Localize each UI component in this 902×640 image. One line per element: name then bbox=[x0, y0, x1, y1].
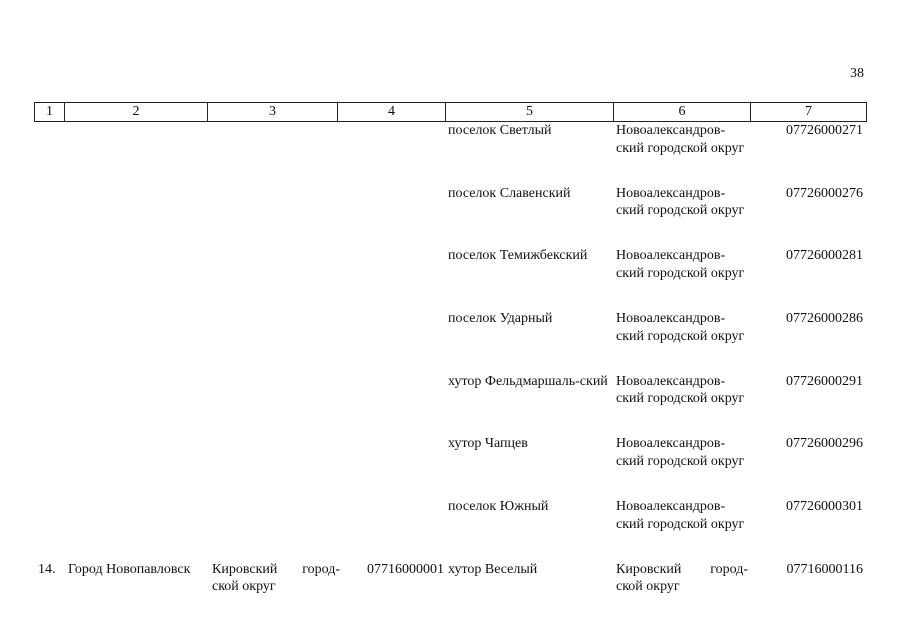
city-name: Город Новопавловск bbox=[68, 561, 191, 577]
table-row bbox=[34, 185, 865, 248]
table-row bbox=[34, 498, 865, 561]
row-number: 14. bbox=[38, 561, 56, 577]
table-header bbox=[34, 102, 867, 122]
oktmo-code: 07726000296 bbox=[786, 436, 863, 452]
table-row bbox=[34, 122, 865, 185]
table-row bbox=[34, 561, 865, 624]
city-oktmo-code: 07716000001 bbox=[367, 561, 444, 577]
header-col-5: 5 bbox=[446, 103, 614, 121]
district-name: Новоалександров-ский городской округ bbox=[616, 185, 745, 219]
settlement-name: поселок Славенский bbox=[448, 185, 571, 201]
table-row bbox=[34, 247, 865, 310]
district-name: Новоалександров-ский городской округ bbox=[616, 373, 745, 407]
oktmo-code: 07716000116 bbox=[786, 561, 863, 577]
oktmo-code: 07726000291 bbox=[786, 373, 863, 389]
settlement-name: хутор Чапцев bbox=[448, 436, 528, 452]
header-col-1: 1 bbox=[35, 103, 65, 121]
table-body bbox=[34, 122, 865, 624]
settlement-name: поселок Светлый bbox=[448, 123, 552, 138]
table-row bbox=[34, 373, 865, 436]
oktmo-code: 07726000271 bbox=[786, 123, 863, 138]
settlement-name: поселок Ударный bbox=[448, 311, 553, 327]
district-name: Кировский город-ской округ bbox=[616, 561, 748, 595]
oktmo-code: 07726000276 bbox=[786, 185, 863, 201]
city-district-name: Кировский город-ской округ bbox=[212, 561, 340, 595]
table-row bbox=[34, 435, 865, 498]
district-name: Новоалександров-ский городской округ bbox=[616, 123, 745, 156]
settlement-name: поселок Южный bbox=[448, 499, 549, 515]
header-col-3: 3 bbox=[208, 103, 338, 121]
header-col-6: 6 bbox=[614, 103, 751, 121]
district-name: Новоалександров-ский городской округ bbox=[616, 499, 745, 532]
oktmo-code: 07726000301 bbox=[786, 499, 863, 515]
header-col-7: 7 bbox=[805, 104, 812, 119]
settlement-name: хутор Фельдмаршаль-ский bbox=[448, 373, 608, 389]
district-name: Новоалександров-ский городской округ bbox=[616, 311, 745, 344]
header-col-2: 2 bbox=[65, 103, 208, 121]
page-number: 38 bbox=[850, 66, 864, 81]
oktmo-code: 07726000286 bbox=[786, 311, 863, 327]
table-row bbox=[34, 310, 865, 373]
header-col-4: 4 bbox=[338, 103, 446, 121]
district-name: Новоалександров-ский городской округ bbox=[616, 248, 745, 281]
district-name: Новоалександров-ский городской округ bbox=[616, 436, 745, 469]
settlement-name: поселок Темижбекский bbox=[448, 248, 588, 264]
oktmo-code: 07726000281 bbox=[786, 248, 863, 264]
settlement-name: хутор Веселый bbox=[448, 561, 538, 577]
